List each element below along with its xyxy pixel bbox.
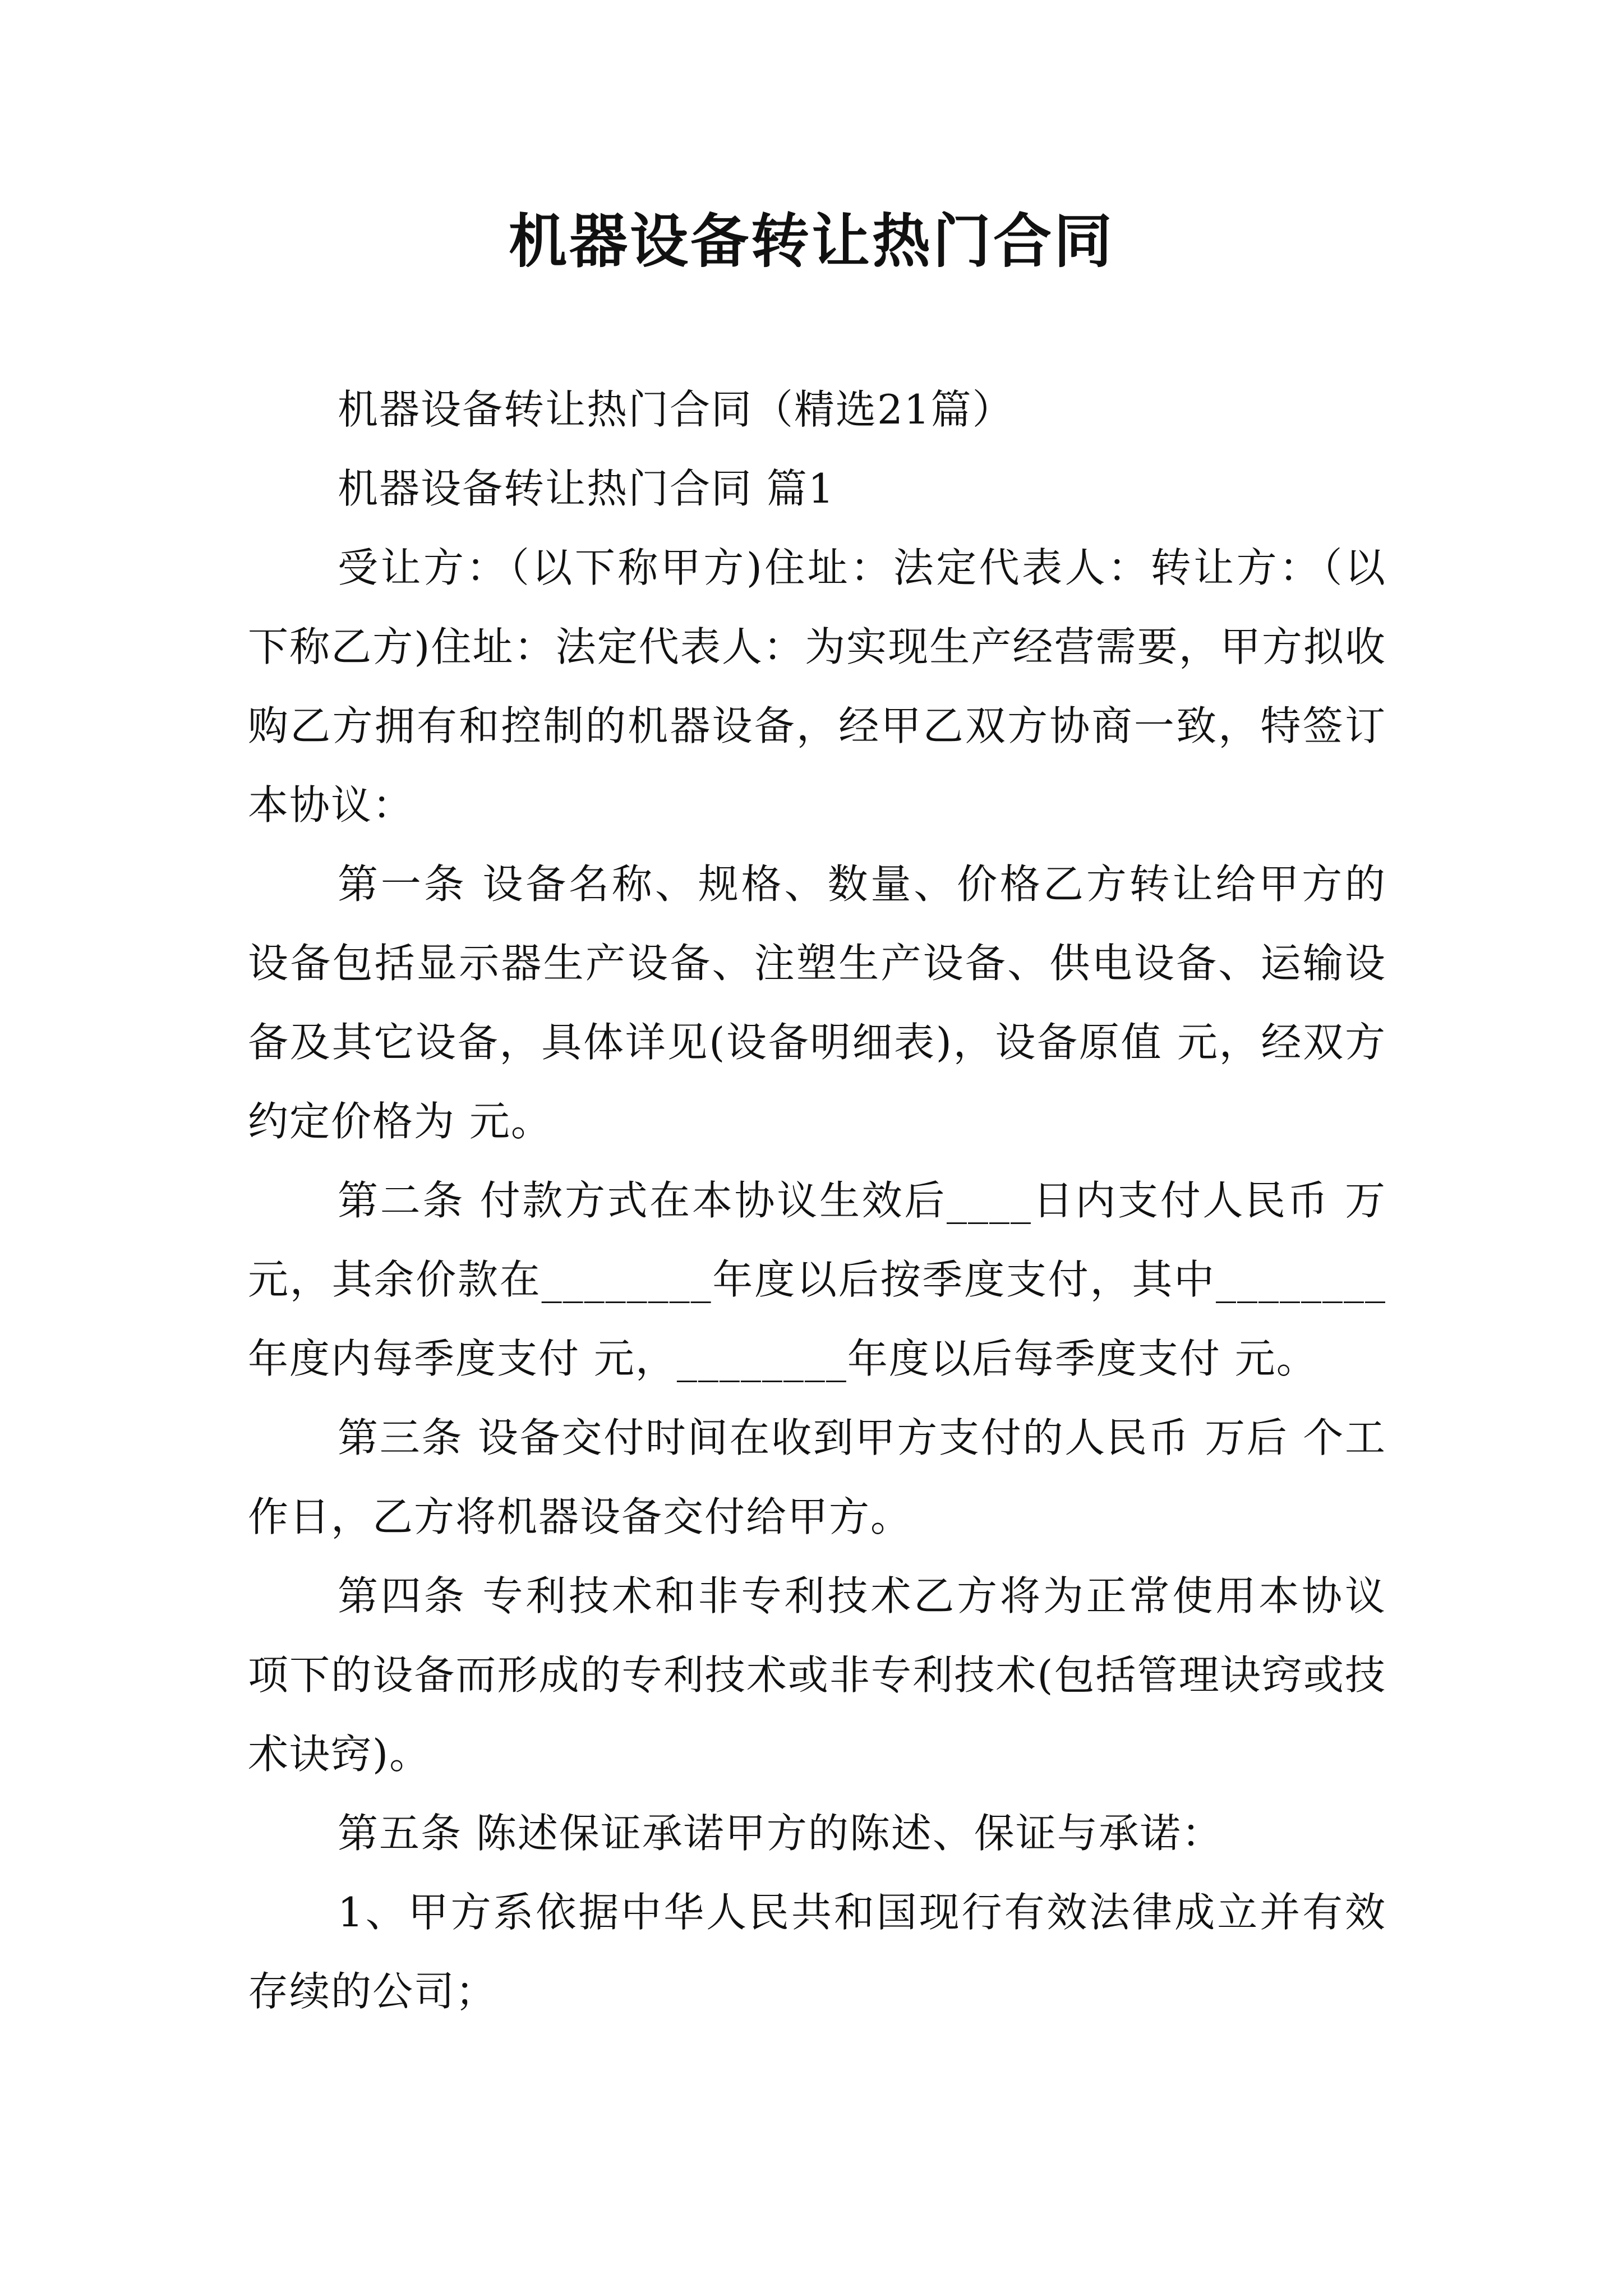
article-4-paragraph: 第四条 专利技术和非专利技术乙方将为正常使用本协议项下的设备而形成的专利技术或非专利技术(包括管理诀窍或技术诀窍)。 — [248, 1572, 1386, 1778]
subtitle-paragraph: 机器设备转让热门合同（精选21篇） — [338, 386, 1014, 433]
document-title: 机器设备转让热门合同 — [508, 206, 1114, 275]
document-body — [248, 370, 1386, 2031]
article-3-paragraph: 第三条 设备交付时间在收到甲方支付的人民币 万后 个工作日，乙方将机器设备交付给甲方。 — [248, 1414, 1386, 1540]
article-2-paragraph: 第二条 付款方式在本协议生效后____日内支付人民币 万元，其余价款在________年度以后按季度支付，其中________年度内每季度支付 元，________年度以后每季度支付 元。 — [248, 1177, 1386, 1382]
article-1-paragraph: 第一条 设备名称、规格、数量、价格乙方转让给甲方的设备包括显示器生产设备、注塑生产设备、供电设备、运输设备及其它设备，具体详见(设备明细表)，设备原值 元，经双方约定价格为 元。 — [248, 861, 1386, 1145]
article-5-paragraph: 第五条 陈述保证承诺甲方的陈述、保证与承诺： — [338, 1810, 1223, 1857]
parties-paragraph: 受让方：（以下称甲方)住址：法定代表人：转让方：（以下称乙方)住址：法定代表人：为实现生产经营需要，甲方拟收购乙方拥有和控制的机器设备，经甲乙双方协商一致，特签订本协议： — [248, 544, 1386, 829]
clause-1-paragraph: 1、甲方系依据中华人民共和国现行有效法律成立并有效存续的公司； — [248, 1889, 1386, 2015]
section-heading: 机器设备转让热门合同 篇1 — [338, 465, 835, 512]
